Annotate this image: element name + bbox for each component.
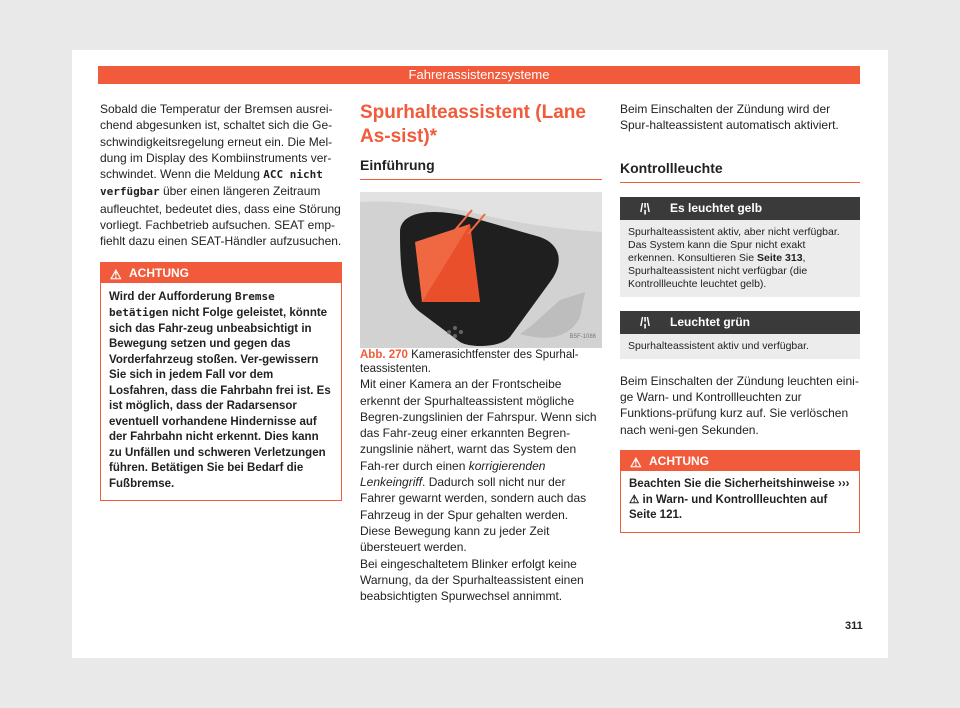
lamp-yellow-title: Es leuchtet gelb [670, 200, 763, 215]
warning-body-right: Beachten Sie die Sicherheitshinweise ››› ⚠ in Warn- und Kontrollleuchten auf Seite 121. [629, 478, 850, 522]
lamp-green-body: Spurhalteassistent aktiv und verfügbar. [620, 334, 860, 359]
lamp-green-title: Leuchtet grün [670, 314, 750, 329]
function-check-paragraph: Beim Einschalten der Zündung leuchten eini-ge Warn- und Kontrollleuchten zur Funktions-prüfung kurz auf. Sie verlöschen nach weni-gen Sekunden. [620, 373, 859, 437]
camera-window-figure [360, 192, 602, 348]
lamp-yellow-block [620, 197, 860, 297]
warning-box-right [620, 450, 860, 533]
warning-header-right [621, 451, 859, 471]
body-paragraph-2: Bei eingeschaltetem Blinker erfolgt keine Warnung, da der Spurhalteassistent einen beabsichtigten Spurwechsel annimmt. [360, 556, 584, 604]
warning-title: ACHTUNG [129, 265, 189, 280]
section-subtitle: Einführung [360, 157, 602, 180]
intro-display-message: ACC nicht verfügbar [100, 168, 323, 199]
warning-title-right: ACHTUNG [649, 454, 709, 469]
section-title: Spurhalteassistent (Lane As-sist)* [360, 102, 586, 147]
lane-assist-icon: /¦\ [639, 314, 651, 329]
intro-text-b: über einen längeren Zeitraum aufleuchtet, bedeutet dies, dass eine Störung vorliegt. Fachbetrieb aufsuchen. SEAT emp-fiehlt dazu einen SEAT-Händler aufzusuchen. [100, 184, 342, 249]
page-reference-link[interactable]: Seite 313 [757, 251, 803, 264]
warning-header [101, 263, 341, 283]
warning-body [101, 283, 341, 501]
figure-caption-text: Kamerasichtfenster des Spurhal-teassistenten. [360, 349, 579, 376]
warning-box [100, 262, 342, 502]
lamp-green-header [620, 311, 860, 334]
p1-italic: korrigierenden Lenkeingriff [360, 458, 546, 490]
activation-paragraph: Beim Einschalten der Zündung wird der Spur-halteassistent automatisch aktiviert. [620, 102, 839, 133]
column-left [100, 101, 342, 501]
camera-illustration [360, 192, 602, 348]
lamp-yellow-text-a: Spurhalteassistent aktiv, aber nicht verfügbar. Das System kann die Spur nicht exakt erkennen. Konsultieren Sie [628, 225, 840, 264]
page-number: 311 [845, 620, 863, 632]
warning-text-a: Wird der Aufforderung [109, 290, 235, 303]
figure-label: Abb. 270 [360, 349, 408, 362]
lamp-green-block [620, 311, 860, 359]
warning-triangle-icon: ⚠ [110, 266, 122, 282]
lane-assist-icon: /¦\ [639, 200, 651, 215]
p1-text-b: . Dadurch soll nicht nur der Fahrer gewarnt werden, sondern auch das Fahrzeug in der Spur gehalten werden. Diese Bewegung kann zu jeder Zeit übersteuert werden. [360, 475, 587, 555]
warning-display-message: Bremse betätigen [109, 289, 275, 320]
lamp-yellow-body [620, 220, 860, 297]
indicator-subtitle: Kontrollleuchte [620, 160, 860, 183]
lamp-yellow-text-b: , Spurhalteassistent nicht verfügbar (die Kontrollleuchte leuchtet gelb). [628, 251, 808, 290]
figure-code: B5F-1086 [569, 334, 596, 340]
lamp-yellow-header [620, 197, 860, 220]
p1-text-a: Mit einer Kamera an der Frontscheibe erkennt der Spurhalteassistent mögliche Begren-zungslinien der Fahrspur. Wenn sich das Fahr-zeug einer erkannten Begren-zungslinie nähert, warnt das System den Fah-rer durch einen [360, 377, 597, 473]
figure-caption [360, 348, 602, 376]
warning-triangle-icon: ⚠ [630, 455, 642, 471]
column-middle [360, 101, 602, 604]
page-header: Fahrerassistenzsysteme [98, 66, 860, 84]
column-right [620, 101, 860, 533]
intro-paragraph [100, 101, 342, 250]
warning-text-b: nicht Folge geleistet, könnte sich das Fahr-zeug unbeabsichtigt in Bewegung setzen und gegen das Vorderfahrzeug stoßen. Ver-gewissern Sie sich in jedem Fall vor dem Losfahren, dass die Fahrbahn frei ist. Es ist möglich, dass der Radarsensor eventuell vorhandene Hindernisse auf der Fahrbahn nicht erkennt. Dies kann zu Unfällen und schweren Verletzungen führen. Betätigen Sie bei Bedarf die Fußbremse. [109, 307, 331, 490]
body-paragraph-1 [360, 376, 602, 555]
intro-text-a: Sobald die Temperatur der Bremsen ausrei-chend abgesunken ist, schaltet sich die Ge-schwindigkeitsregelung erneut ein. Die Mel-dung im Display des Kombiinstruments ver-schwindet. Wenn die Meldung [100, 102, 333, 182]
